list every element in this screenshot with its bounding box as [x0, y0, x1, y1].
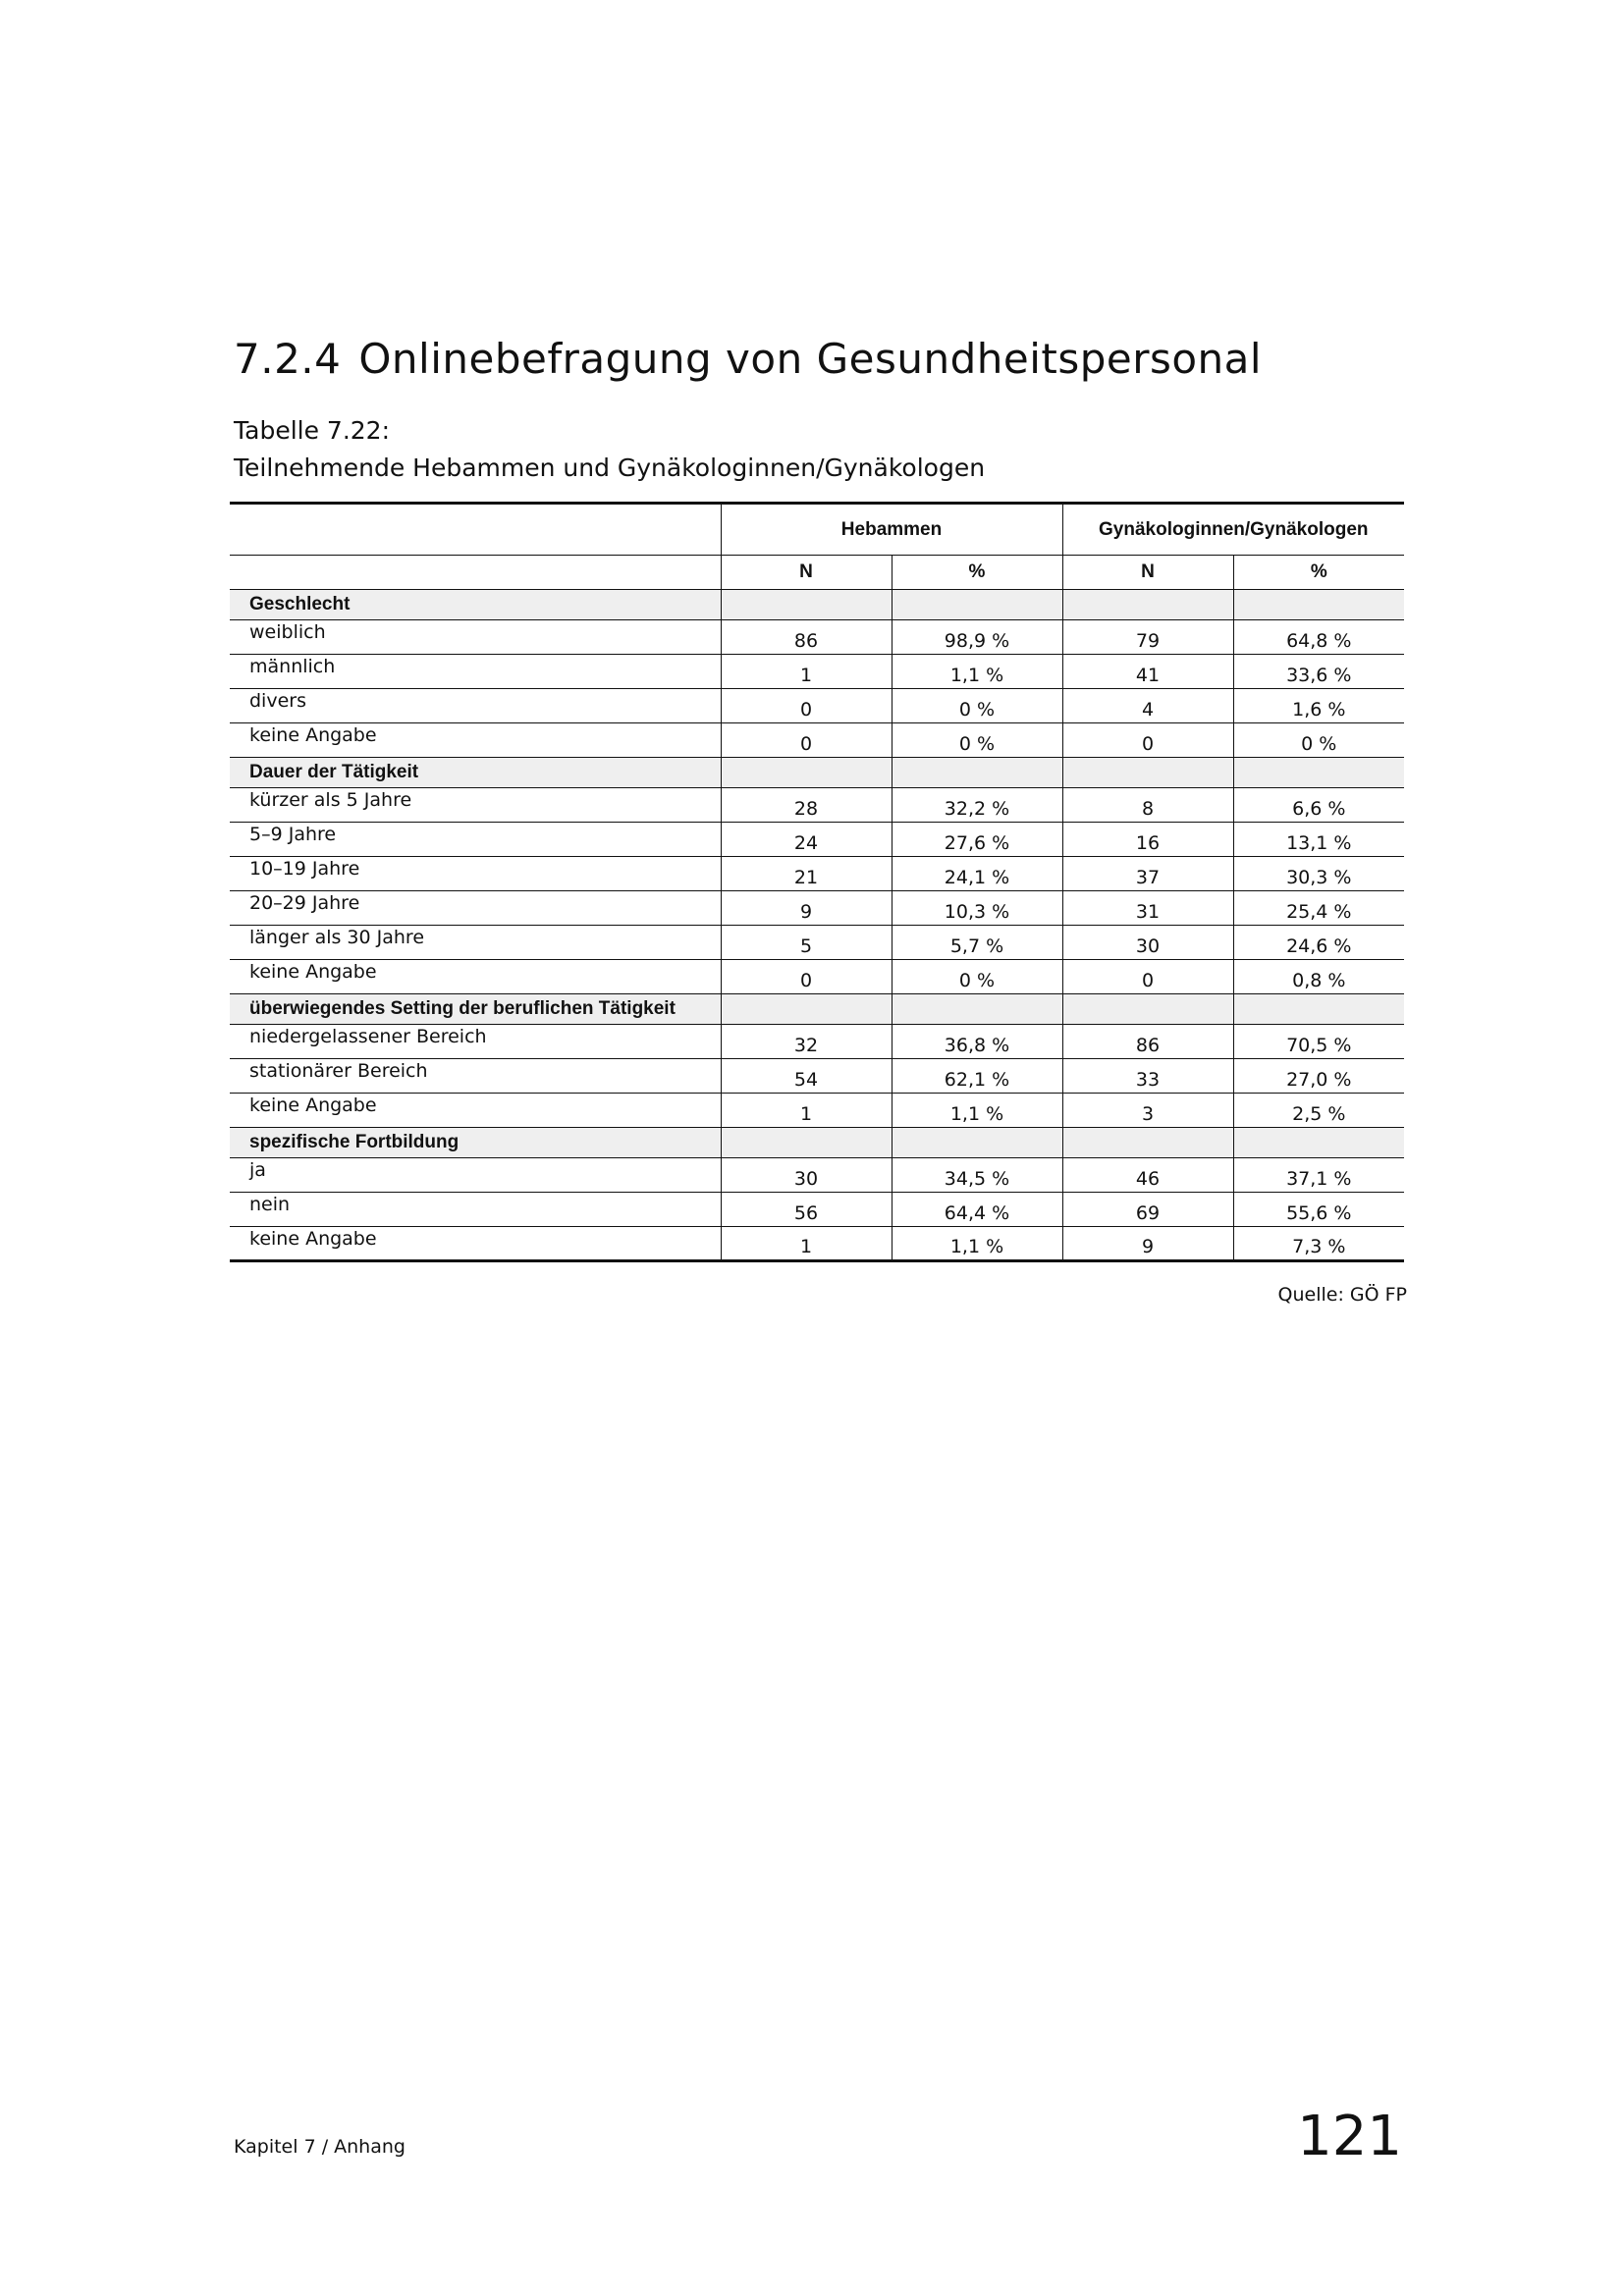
cell-count: 56	[721, 1193, 892, 1227]
cell-percent: 2,5 %	[1233, 1094, 1404, 1128]
footer-chapter: Kapitel 7 / Anhang	[234, 2136, 406, 2158]
row-label: divers	[230, 689, 721, 723]
cell-percent: 1,6 %	[1233, 689, 1404, 723]
table-row	[230, 1193, 1404, 1227]
table-row	[230, 960, 1404, 994]
cell-count: 0	[721, 960, 892, 994]
cell-count: 28	[721, 788, 892, 823]
row-label: ja	[230, 1158, 721, 1193]
table-row	[230, 723, 1404, 758]
section-number: 7.2.4	[234, 334, 342, 383]
row-label: nein	[230, 1193, 721, 1227]
cell-percent: 1,1 %	[892, 655, 1062, 689]
cell-percent: 5,7 %	[892, 926, 1062, 960]
group-title: Geschlecht	[230, 590, 721, 620]
cell-percent: 70,5 %	[1233, 1025, 1404, 1059]
table-row	[230, 1094, 1404, 1128]
cell-count: 1	[721, 1094, 892, 1128]
sub-header-percent: %	[892, 556, 1062, 590]
table-row	[230, 1158, 1404, 1193]
table-row	[230, 891, 1404, 926]
sub-header-n: N	[1062, 556, 1233, 590]
cell-count: 86	[721, 620, 892, 655]
row-label: weiblich	[230, 620, 721, 655]
cell-count: 16	[1062, 823, 1233, 857]
cell-percent: 98,9 %	[892, 620, 1062, 655]
cell-count: 0	[721, 689, 892, 723]
cell-percent: 64,8 %	[1233, 620, 1404, 655]
cell-percent: 24,6 %	[1233, 926, 1404, 960]
cell-count: 1	[721, 655, 892, 689]
row-label: keine Angabe	[249, 1228, 377, 1250]
table-row	[230, 823, 1404, 857]
cell-count: 32	[721, 1025, 892, 1059]
cell-count: 9	[1062, 1227, 1233, 1261]
cell-percent: 36,8 %	[892, 1025, 1062, 1059]
cell-percent: 33,6 %	[1233, 655, 1404, 689]
cell-percent: 1,1 %	[892, 1227, 1062, 1261]
table-row	[230, 655, 1404, 689]
cell-percent: 32,2 %	[892, 788, 1062, 823]
cell-count: 1	[721, 1227, 892, 1261]
cell-count: 37	[1062, 857, 1233, 891]
cell-percent: 27,6 %	[892, 823, 1062, 857]
group-title: überwiegendes Setting der beruflichen Tätigkeit	[230, 994, 721, 1025]
cell-count: 0	[1062, 723, 1233, 758]
group-title: spezifische Fortbildung	[230, 1128, 721, 1158]
page-number: 121	[1297, 2105, 1402, 2168]
section-heading	[234, 335, 1262, 383]
table-row	[230, 1059, 1404, 1094]
row-label: 10–19 Jahre	[230, 857, 721, 891]
row-label: keine Angabe	[230, 1094, 721, 1128]
sub-header-percent: %	[1233, 556, 1404, 590]
cell-percent: 0,8 %	[1233, 960, 1404, 994]
cell-count: 0	[1062, 960, 1233, 994]
table-row	[230, 857, 1404, 891]
cell-percent: 7,3 %	[1233, 1227, 1404, 1261]
row-label: 5–9 Jahre	[230, 823, 721, 857]
cell-count: 8	[1062, 788, 1233, 823]
cell-percent: 30,3 %	[1233, 857, 1404, 891]
row-label: stationärer Bereich	[230, 1059, 721, 1094]
row-label: 20–29 Jahre	[230, 891, 721, 926]
table-source: Quelle: GÖ FP	[1277, 1284, 1407, 1306]
cell-count: 9	[721, 891, 892, 926]
row-label: männlich	[230, 655, 721, 689]
cell-percent: 25,4 %	[1233, 891, 1404, 926]
cell-count: 30	[721, 1158, 892, 1193]
group-header-gynaekologen: Gynäkologinnen/Gynäkologen	[1062, 504, 1404, 556]
cell-percent: 0 %	[892, 723, 1062, 758]
cell-count: 0	[721, 723, 892, 758]
cell-percent: 1,1 %	[892, 1094, 1062, 1128]
participants-table	[230, 502, 1404, 1262]
group-header-hebammen: Hebammen	[721, 504, 1062, 556]
section-title: Onlinebefragung von Gesundheitspersonal	[358, 334, 1263, 383]
sub-header-row	[230, 556, 1404, 590]
row-label: kürzer als 5 Jahre	[230, 788, 721, 823]
cell-percent: 55,6 %	[1233, 1193, 1404, 1227]
cell-count: 3	[1062, 1094, 1233, 1128]
cell-count: 46	[1062, 1158, 1233, 1193]
cell-count: 21	[721, 857, 892, 891]
cell-percent: 62,1 %	[892, 1059, 1062, 1094]
table-row	[230, 620, 1404, 655]
group-row	[230, 590, 1404, 620]
sub-header-n: N	[721, 556, 892, 590]
table-row	[230, 1227, 1404, 1261]
cell-count: 31	[1062, 891, 1233, 926]
cell-percent: 27,0 %	[1233, 1059, 1404, 1094]
table-row	[230, 926, 1404, 960]
row-label: keine Angabe	[230, 723, 721, 758]
table-row	[230, 689, 1404, 723]
cell-percent: 24,1 %	[892, 857, 1062, 891]
table-row	[230, 1025, 1404, 1059]
cell-percent: 34,5 %	[892, 1158, 1062, 1193]
table-caption-title: Teilnehmende Hebammen und Gynäkologinnen/Gynäkologen	[234, 454, 986, 482]
cell-count: 33	[1062, 1059, 1233, 1094]
cell-count: 5	[721, 926, 892, 960]
cell-count: 24	[721, 823, 892, 857]
cell-count: 41	[1062, 655, 1233, 689]
row-label: niedergelassener Bereich	[230, 1025, 721, 1059]
cell-count: 79	[1062, 620, 1233, 655]
cell-percent: 0 %	[892, 960, 1062, 994]
cell-count: 30	[1062, 926, 1233, 960]
row-label: länger als 30 Jahre	[230, 926, 721, 960]
group-row	[230, 1128, 1404, 1158]
cell-percent: 0 %	[1233, 723, 1404, 758]
table-row	[230, 788, 1404, 823]
cell-count: 69	[1062, 1193, 1233, 1227]
cell-count: 4	[1062, 689, 1233, 723]
cell-percent: 0 %	[892, 689, 1062, 723]
group-row	[230, 758, 1404, 788]
cell-percent: 6,6 %	[1233, 788, 1404, 823]
cell-percent: 64,4 %	[892, 1193, 1062, 1227]
cell-percent: 10,3 %	[892, 891, 1062, 926]
cell-percent: 37,1 %	[1233, 1158, 1404, 1193]
cell-percent: 13,1 %	[1233, 823, 1404, 857]
row-label: keine Angabe	[230, 960, 721, 994]
group-title: Dauer der Tätigkeit	[230, 758, 721, 788]
cell-count: 86	[1062, 1025, 1233, 1059]
cell-count: 54	[721, 1059, 892, 1094]
table-caption-label: Tabelle 7.22:	[234, 416, 391, 445]
group-header-row	[230, 504, 1404, 556]
group-row	[230, 994, 1404, 1025]
